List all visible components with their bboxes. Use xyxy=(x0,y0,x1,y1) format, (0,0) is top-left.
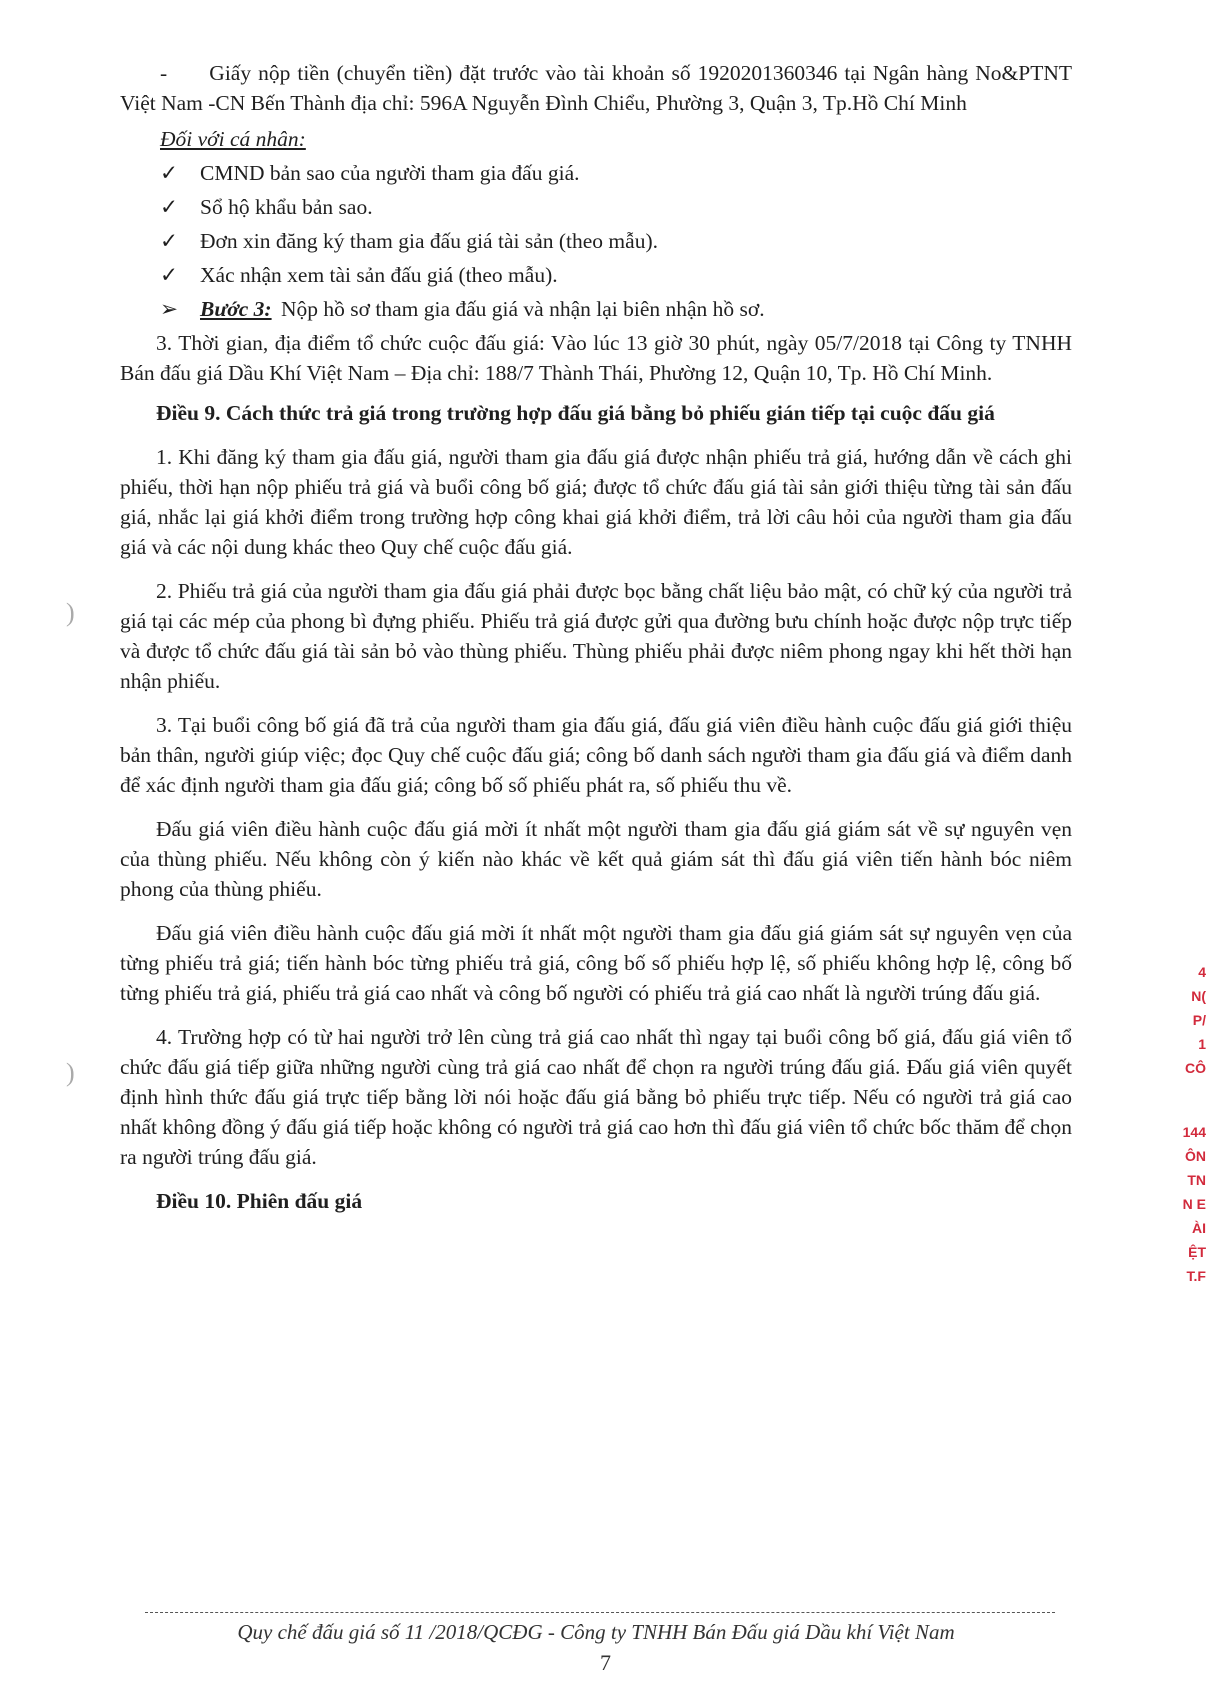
article-9-paragraph-2: 2. Phiếu trả giá của người tham gia đấu giá phải được bọc bằng chất liệu bảo mật, có chữ ký của người trả giá tại các mép của phong bì đựng phiếu. Phiếu trả giá được gửi qua đường bưu chính hoặc được nộp trực tiếp và được tổ chức đấu giá tài sản bỏ vào thùng phiếu. Thùng phiếu phải được niêm phong ngay khi hết thời hạn nhận phiếu. xyxy=(120,579,1072,693)
punch-hole-mark: ) xyxy=(66,598,75,627)
footer-divider xyxy=(145,1612,1055,1613)
checklist-item-text: Xác nhận xem tài sản đấu giá (theo mẫu). xyxy=(200,263,558,287)
checklist-item xyxy=(120,260,1072,294)
checklist-item xyxy=(120,158,1072,192)
article-9-paragraph-1: 1. Khi đăng ký tham gia đấu giá, người tham gia đấu giá được nhận phiếu trả giá, hướng dẫn về cách ghi phiếu, thời hạn nộp phiếu trả giá và buổi công bố giá; được tổ chức đấu giá tài sản giới thiệu từng tài sản đấu giá, nhắc lại giá khởi điểm trong trường hợp công khai giá khởi điểm, trả lời câu hỏi của người tham gia đấu giá và các nội dung khác theo Quy chế cuộc đấu giá. xyxy=(120,445,1072,559)
check-icon: ✓ xyxy=(160,229,179,253)
checklist-item xyxy=(120,192,1072,226)
article-9-title: Điều 9. Cách thức trả giá trong trường hợp đấu giá bằng bỏ phiếu gián tiếp tại cuộc đấu giá xyxy=(156,401,995,425)
punch-hole-mark: ) xyxy=(66,1058,75,1087)
dash-bullet: - xyxy=(160,61,168,85)
individual-checklist xyxy=(120,158,1072,328)
check-icon: ✓ xyxy=(160,263,179,287)
page-number: 7 xyxy=(600,1650,611,1675)
checklist-item xyxy=(120,226,1072,260)
step-3-label: Bước 3: xyxy=(200,297,272,321)
article-9-paragraph-6: 4. Trường hợp có từ hai người trở lên cùng trả giá cao nhất thì ngay tại buổi công bố giá, đấu giá viên tổ chức đấu giá tiếp giữa những người cùng trả giá cao nhất để chọn ra người trúng đấu giá. Đấu giá viên quyết định hình thức đấu giá trực tiếp bằng lời nói hoặc đấu giá bằng bỏ phiếu trực tiếp. Nếu có người trả giá cao nhất không đồng ý đấu giá tiếp hoặc không có người trả giá cao hơn thì đấu giá viên tổ chức bốc thăm để chọn ra người trúng đấu giá. xyxy=(120,1025,1072,1169)
payment-text: Giấy nộp tiền (chuyển tiền) đặt trước vào tài khoản số 1920201360346 tại Ngân hàng No&PTNT Việt Nam -CN Bến Thành địa chỉ: 596A Nguyễn Đình Chiểu, Phường 3, Quận 3, Tp.Hồ Chí Minh xyxy=(120,61,1073,115)
step-3-text: Nộp hồ sơ tham gia đấu giá và nhận lại biên nhận hồ sơ. xyxy=(280,297,765,321)
arrow-icon: ➢ xyxy=(160,297,179,321)
check-icon: ✓ xyxy=(160,161,179,185)
article-9-paragraph-5: Đấu giá viên điều hành cuộc đấu giá mời ít nhất một người tham gia đấu giá giám sát sự nguyên vẹn của từng phiếu trả giá; tiến hành bóc từng phiếu trả giá, công bố số phiếu hợp lệ, số phiếu không hợp lệ, công bố từng phiếu trả giá, phiếu trả giá cao nhất và công bố người có phiếu trả giá cao nhất là người trúng đấu giá. xyxy=(120,921,1072,1005)
red-stamp-fragment: 4 N( P/ 1 CÔ 144 ÔN TN N E ÀI ỆT T.F xyxy=(1182,964,1206,1284)
footer-text: Quy chế đấu giá số 11 /2018/QCĐG - Công ty TNHH Bán Đấu giá Dầu khí Việt Nam xyxy=(237,1620,955,1644)
checklist-item-text: Đơn xin đăng ký tham gia đấu giá tài sản (theo mẫu). xyxy=(200,229,658,253)
article-9-paragraph-3: 3. Tại buổi công bố giá đã trả của người tham gia đấu giá, đấu giá viên điều hành cuộc đấu giá giới thiệu bản thân, người giúp việc; đọc Quy chế cuộc đấu giá; công bố danh sách người tham gia đấu giá và điểm danh để xác định người tham gia đấu giá; công bố số phiếu phát ra, số phiếu thu về. xyxy=(120,713,1072,797)
payment-paragraph xyxy=(120,58,1072,118)
item-3-paragraph: 3. Thời gian, địa điểm tổ chức cuộc đấu giá: Vào lúc 13 giờ 30 phút, ngày 05/7/2018 tại Công ty TNHH Bán đấu giá Dầu Khí Việt Nam – Địa chỉ: 188/7 Thành Thái, Phường 12, Quận 10, Tp. Hồ Chí Minh. xyxy=(120,331,1072,385)
checklist-item-text: CMND bản sao của người tham gia đấu giá. xyxy=(200,161,580,185)
article-10-title: Điều 10. Phiên đấu giá xyxy=(156,1189,363,1213)
check-icon: ✓ xyxy=(160,195,179,219)
document-body xyxy=(120,58,1072,1216)
article-9-paragraph-4: Đấu giá viên điều hành cuộc đấu giá mời ít nhất một người tham gia đấu giá giám sát về sự nguyên vẹn của thùng phiếu. Nếu không còn ý kiến nào khác về kết quả giám sát thì đấu giá viên tiến hành bóc niêm phong của thùng phiếu. xyxy=(120,817,1072,901)
step-3-line xyxy=(120,294,1072,328)
checklist-item-text: Sổ hộ khẩu bản sao. xyxy=(200,195,373,219)
individual-heading: Đối với cá nhân: xyxy=(160,127,306,151)
